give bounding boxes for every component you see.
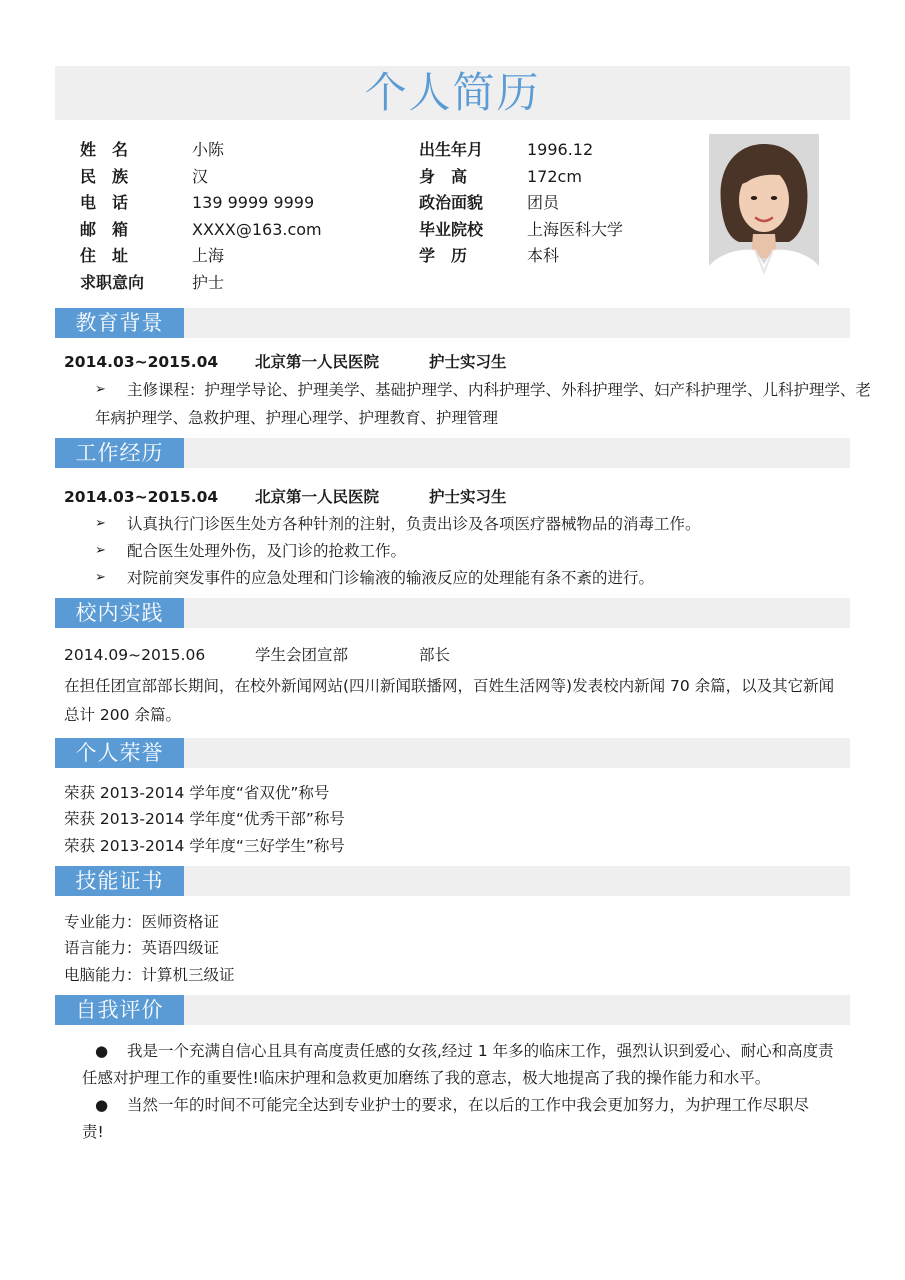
work-item: 认真执行门诊医生处方各种针剂的注射，负责出诊及各项医疗器械物品的消毒工作。: [127, 515, 701, 533]
campus-desc-line2: 总计 200 余篇。: [64, 706, 181, 724]
campus-org: 学生会团宣部: [255, 646, 349, 664]
info-value: 本科: [527, 246, 560, 265]
section-education-header: [55, 308, 850, 338]
resume-title: 个人简历: [364, 68, 541, 117]
info-label: 毕业院校: [419, 220, 484, 239]
skill-item: 电脑能力：计算机三级证: [64, 966, 235, 984]
info-value: 汉: [192, 167, 209, 186]
section-title: 自我评价: [55, 995, 184, 1025]
info-label: 求职意向: [80, 273, 145, 292]
work-item: 配合医生处理外伤，及门诊的抢救工作。: [127, 542, 407, 560]
self-eval-p1-line1: 我是一个充满自信心且具有高度责任感的女孩,经过 1 年多的临床工作，强烈认识到爱心、耐心和高度责: [127, 1042, 834, 1060]
work-org: 北京第一人民医院: [255, 488, 380, 506]
edu-role: 护士实习生: [429, 353, 507, 371]
dot-bullet-icon: ●: [95, 1096, 109, 1114]
section-title: 个人荣誉: [55, 738, 184, 768]
info-label: 出生年月: [419, 140, 484, 159]
edu-courses-line2: 年病护理学、急救护理、护理心理学、护理教育、护理管理: [95, 409, 499, 427]
profile-photo: [709, 134, 819, 288]
arrow-bullet-icon: ➢: [95, 382, 106, 397]
resume-title-bar: [55, 66, 850, 120]
skill-item: 专业能力：医师资格证: [64, 913, 220, 931]
info-label: 学 历: [419, 246, 468, 265]
arrow-bullet-icon: ➢: [95, 543, 106, 558]
info-value: 139 9999 9999: [192, 193, 315, 212]
honor-item: 荣获 2013-2014 学年度“优秀干部”称号: [64, 810, 345, 828]
info-value: 小陈: [192, 140, 225, 159]
work-role: 护士实习生: [429, 488, 507, 506]
info-value: 上海: [192, 246, 225, 265]
honor-item: 荣获 2013-2014 学年度“省双优”称号: [64, 784, 330, 802]
info-label: 邮 箱: [80, 220, 129, 239]
edu-org: 北京第一人民医院: [255, 353, 380, 371]
skill-item: 语言能力：英语四级证: [64, 939, 220, 957]
arrow-bullet-icon: ➢: [95, 570, 106, 585]
section-title: 工作经历: [55, 438, 184, 468]
edu-period: 2014.03~2015.04: [64, 353, 219, 371]
edu-courses-line1: 主修课程：护理学导论、护理美学、基础护理学、内科护理学、外科护理学、妇产科护理学、儿科护理学、老: [127, 381, 872, 399]
portrait-illustration: [709, 134, 819, 288]
info-label: 电 话: [80, 193, 129, 212]
info-label: 民 族: [80, 167, 129, 186]
section-title: 教育背景: [55, 308, 184, 338]
info-value: 172cm: [527, 167, 582, 186]
section-work-header: [55, 438, 850, 468]
section-campus-header: [55, 598, 850, 628]
info-value: XXXX@163.com: [192, 220, 322, 239]
section-self-eval-header: [55, 995, 850, 1025]
info-value: 1996.12: [527, 140, 594, 159]
section-honors-header: [55, 738, 850, 768]
dot-bullet-icon: ●: [95, 1042, 109, 1060]
info-value: 团员: [527, 193, 560, 212]
section-title: 校内实践: [55, 598, 184, 628]
self-eval-p2-line1: 当然一年的时间不可能完全达到专业护士的要求，在以后的工作中我会更加努力，为护理工作尽职尽: [127, 1096, 810, 1114]
campus-role: 部长: [419, 646, 451, 664]
honor-item: 荣获 2013-2014 学年度“三好学生”称号: [64, 837, 345, 855]
section-title: 技能证书: [55, 866, 184, 896]
info-label: 身 高: [419, 167, 468, 186]
work-period: 2014.03~2015.04: [64, 488, 219, 506]
self-eval-p1-line2: 任感对护理工作的重要性!临床护理和急救更加磨练了我的意志，极大地提高了我的操作能力和水平。: [82, 1069, 771, 1087]
campus-desc-line1: 在担任团宣部部长期间，在校外新闻网站(四川新闻联播网，百姓生活网等)发表校内新闻 70 余篇，以及其它新闻: [64, 677, 835, 695]
arrow-bullet-icon: ➢: [95, 516, 106, 531]
section-skills-header: [55, 866, 850, 896]
work-item: 对院前突发事件的应急处理和门诊输液的输液反应的处理能有条不紊的进行。: [127, 569, 655, 587]
info-label: 姓 名: [80, 140, 129, 159]
info-value: 护士: [192, 273, 225, 292]
campus-period: 2014.09~2015.06: [64, 646, 206, 664]
info-value: 上海医科大学: [527, 220, 624, 239]
info-label: 政治面貌: [419, 193, 484, 212]
self-eval-p2-line2: 责!: [82, 1123, 104, 1141]
info-label: 住 址: [80, 246, 129, 265]
